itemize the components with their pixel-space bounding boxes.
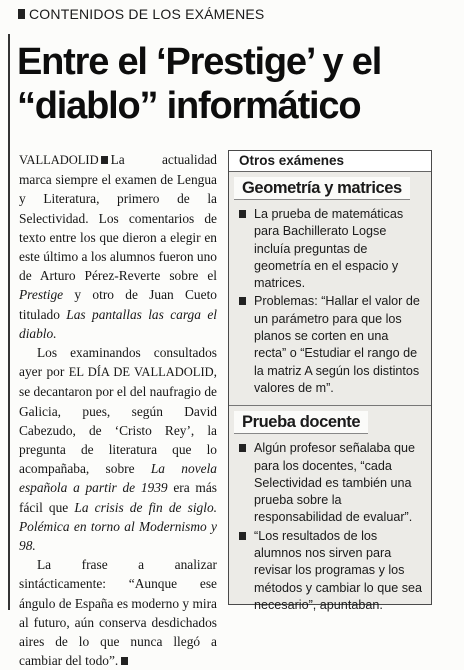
- article-body: [19, 150, 217, 670]
- sidebar-header: Otros exámenes: [229, 151, 431, 172]
- sidebar-divider: [229, 405, 431, 406]
- list-item: “Los resultados de los alumnos nos sirven para revisar los programas y los métodos y cambiar lo que sea necesario”, apuntaban.: [237, 528, 423, 614]
- sidebar-box: [228, 150, 432, 612]
- dateline: VALLADOLID: [19, 153, 99, 167]
- bullet-icon: [239, 297, 246, 305]
- bullet-icon: [239, 444, 246, 452]
- list-item: Problemas: “Hallar el valor de un parámetro para que los planos se corten en una recta” o “Estudiar el rango de la matriz A según los distintos valores de m”.: [237, 293, 423, 397]
- section-label: CONTENIDOS DE LOS EXÁMENES: [29, 6, 265, 22]
- section-header: [18, 6, 458, 22]
- bullet-icon: [239, 210, 246, 218]
- newspaper-name: EL DÍA DE VALLADOLID: [68, 365, 214, 380]
- sidebar-list: [229, 440, 431, 614]
- article-paragraph-3: La frase a analizar sintácticamente: “Aunque ese ángulo de España es moderno y mira al futuro, aún conserva desdichados aires de lo que nunca llegó a cambiar del todo”.: [19, 557, 217, 669]
- article-paragraph-1: VALLADOLID La actualidad marca siempre el examen de Lengua y Literatura, primero de la Selectividad. Los comentarios de texto entre los que dieron a elegir en este último a los alumnos fueron uno de Arturo Pérez-Reverte sobre el Prestige y otro de Juan Cueto titulado Las pantallas las carga el diablo.: [19, 152, 217, 341]
- list-item: Algún profesor señalaba que para los docentes, “cada Selectividad es también una prueba sobre la responsabilidad de evaluar”.: [237, 440, 423, 526]
- end-marker-icon: [121, 657, 128, 665]
- headline: [17, 40, 457, 128]
- dateline-marker-icon: [101, 156, 108, 164]
- section-marker-icon: [18, 9, 25, 19]
- list-item: La prueba de matemáticas para Bachillerato Logse incluía preguntas de geometría en el espacio y matrices.: [237, 206, 423, 292]
- headline-line-2: “diablo” informático: [17, 85, 361, 127]
- headline-line-1: Entre el ‘Prestige’ y el: [17, 41, 382, 83]
- sidebar-section-title: Geometría y matrices: [234, 177, 410, 200]
- bullet-icon: [239, 532, 246, 540]
- article-paragraph-2: Los examinandos consultados ayer por EL DÍA DE VALLADOLID, se decantaron por el del naufragio de Galicia, pues, según David Cabezudo, de ‘Cristo Rey’, la pregunta de literatura que lo acompañaba, sobre La novela española a partir de 1939 era más fácil que La crisis de fin de siglo. Polémica en torno al Modernismo y 98.: [19, 345, 217, 554]
- sidebar-section-title: Prueba docente: [234, 411, 368, 434]
- column-rule: [8, 34, 10, 610]
- sidebar-list: [229, 206, 431, 397]
